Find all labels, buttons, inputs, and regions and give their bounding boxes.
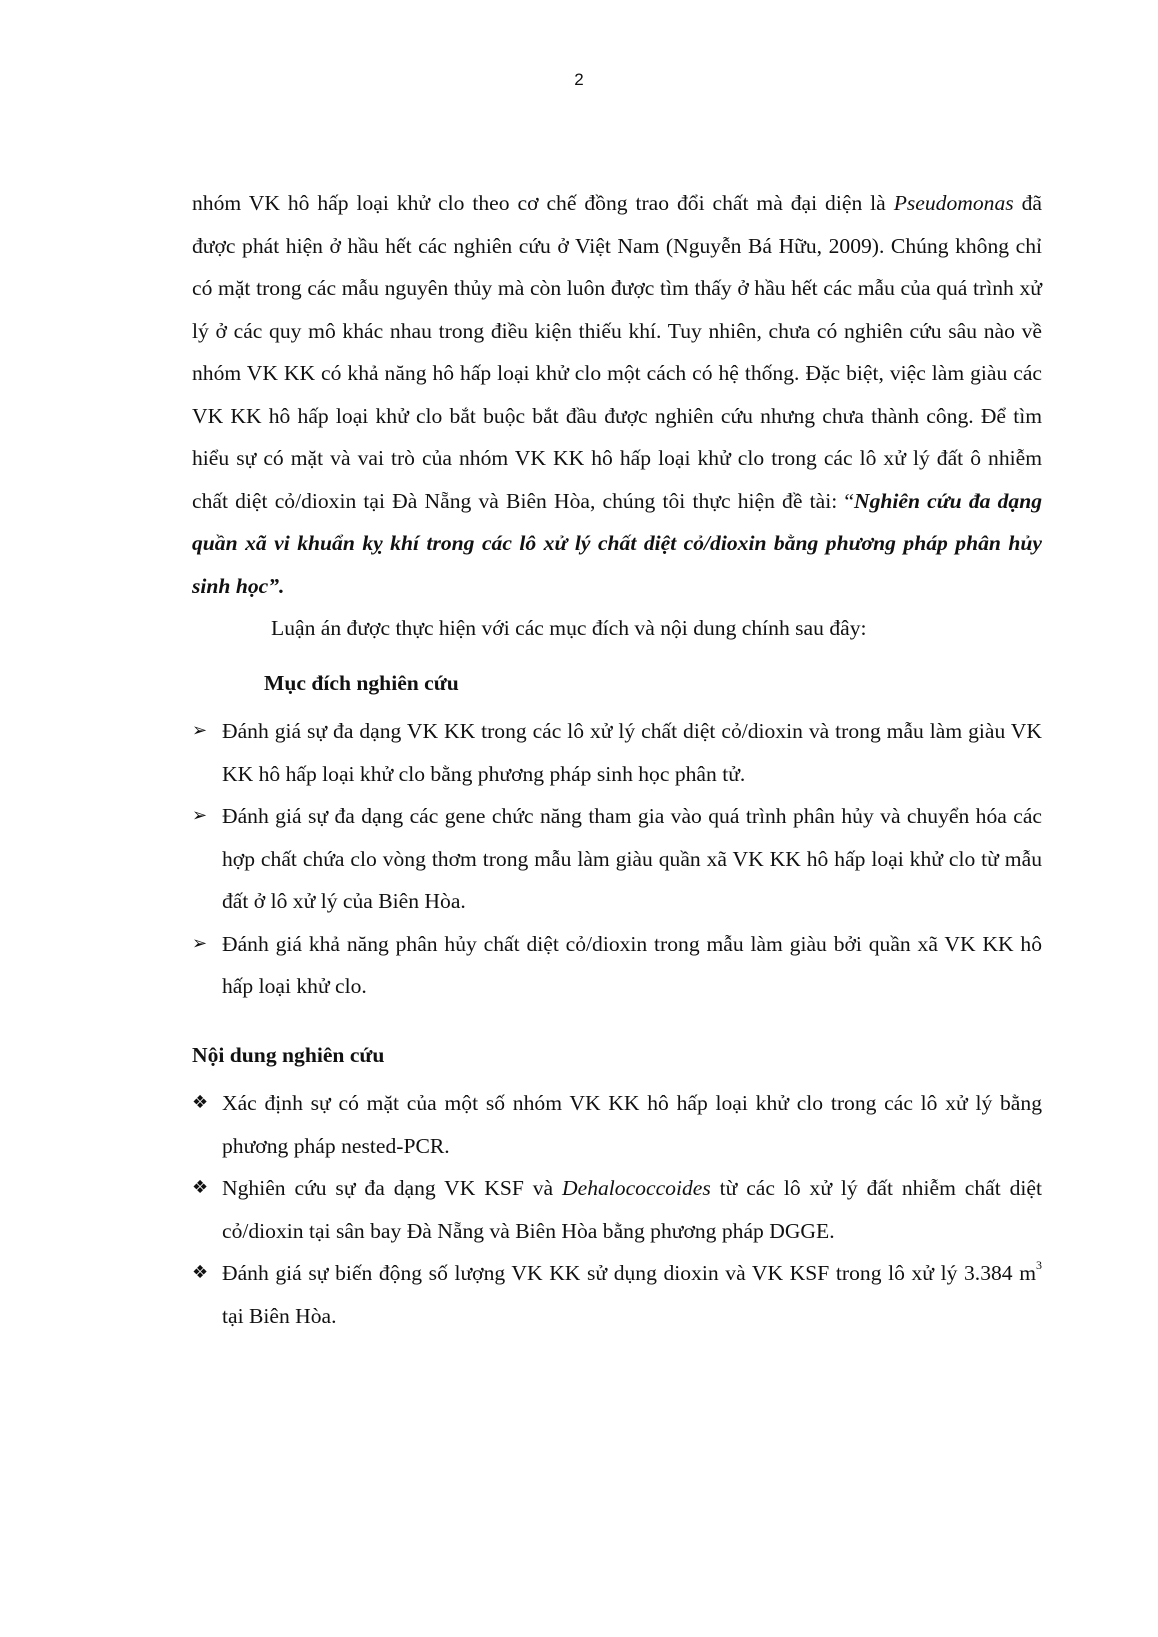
list-item	[192, 1167, 1042, 1252]
list-item	[192, 710, 1042, 795]
diamond-bullet-icon: ❖	[192, 1177, 209, 1198]
superscript: 3	[1036, 1257, 1042, 1272]
document-body	[192, 182, 1042, 1337]
content-list	[192, 1082, 1042, 1337]
intro-paragraph	[192, 182, 1042, 607]
content-item-text-a: Nghiên cứu sự đa dạng VK KSF và	[222, 1176, 563, 1200]
content-item-text: Xác định sự có mặt của một số nhóm VK KK hô hấp loại khử clo trong các lô xử lý bằng phương pháp nested-PCR.	[222, 1091, 1042, 1158]
list-item	[192, 795, 1042, 923]
purpose-item-text: Đánh giá sự đa dạng các gene chức năng tham gia vào quá trình phân hủy và chuyển hóa các hợp chất chứa clo vòng thơm trong mẫu làm giàu quần xã VK KK hô hấp loại khử clo từ mẫu đất ở lô xử lý của Biên Hòa.	[222, 804, 1042, 913]
arrow-bullet-icon: ➢	[192, 720, 208, 741]
arrow-bullet-icon: ➢	[192, 932, 208, 954]
list-item	[192, 1082, 1042, 1167]
purpose-item-text: Đánh giá khả năng phân hủy chất diệt cỏ/dioxin trong mẫu làm giàu bởi quần xã VK KK hô hấp loại khử clo.	[222, 931, 1042, 998]
intro-italic-genus: Pseudomonas	[893, 191, 1014, 215]
purpose-item-text: Đánh giá sự đa dạng VK KK trong các lô xử lý chất diệt cỏ/dioxin và trong mẫu làm giàu VK KK hô hấp loại khử clo bằng phương pháp sinh học phân tử.	[222, 719, 1042, 786]
list-item	[192, 923, 1042, 1008]
content-item-italic: Dehalococcoides	[562, 1176, 711, 1200]
page-number: 2	[574, 70, 584, 89]
intro-text-b: đã được phát hiện ở hầu hết các nghiên cứu ở Việt Nam (Nguyễn Bá Hữu, 2009). Chúng không chỉ có mặt trong các mẫu nguyên thủy mà còn luôn được tìm thấy ở hầu hết các mẫu của quá trình xử lý ở các quy mô khác nhau trong điều kiện thiếu khí. Tuy nhiên, chưa có nghiên cứu sâu nào về nhóm VK KK có khả năng hô hấp loại khử clo một cách có hệ thống. Đặc biệt, việc làm giàu các VK KK hô hấp loại khử clo bắt buộc bắt đầu được nghiên cứu nhưng chưa thành công. Để tìm hiểu sự có mặt và vai trò của nhóm VK KK hô hấp loại khử clo trong các lô xử lý đất ô nhiễm chất diệt cỏ/dioxin tại Đà Nẵng và Biên Hòa, chúng tôi thực hiện đề tài: “	[192, 191, 1042, 513]
purpose-heading: Mục đích nghiên cứu	[264, 670, 459, 695]
thesis-title: Nghiên cứu đa dạng quần xã vi khuẩn kỵ khí trong các lô xử lý chất diệt cỏ/dioxin bằng phương pháp phân hủy sinh học”.	[192, 488, 1043, 598]
diamond-bullet-icon: ❖	[192, 1262, 209, 1283]
list-item	[192, 1252, 1042, 1337]
content-item-text-a: Đánh giá sự biến động số lượng VK KK sử dụng dioxin và VK KSF trong lô xử lý 3.384 m	[222, 1261, 1036, 1285]
intro-text-a: nhóm VK hô hấp loại khử clo theo cơ chế đồng trao đổi chất mà đại diện là	[192, 191, 894, 215]
purpose-list	[192, 710, 1042, 1008]
content-item-text-b: tại Biên Hòa.	[222, 1303, 337, 1328]
intro-paragraph-2: Luận án được thực hiện với các mục đích và nội dung chính sau đây:	[271, 616, 867, 640]
content-item-text-b: từ các lô xử lý đất nhiễm chất diệt cỏ/dioxin tại sân bay Đà Nẵng và Biên Hòa bằng phương pháp DGGE.	[222, 1176, 1042, 1243]
content-heading: Nội dung nghiên cứu	[192, 1042, 385, 1067]
arrow-bullet-icon: ➢	[192, 805, 208, 826]
diamond-bullet-icon: ❖	[192, 1092, 209, 1113]
